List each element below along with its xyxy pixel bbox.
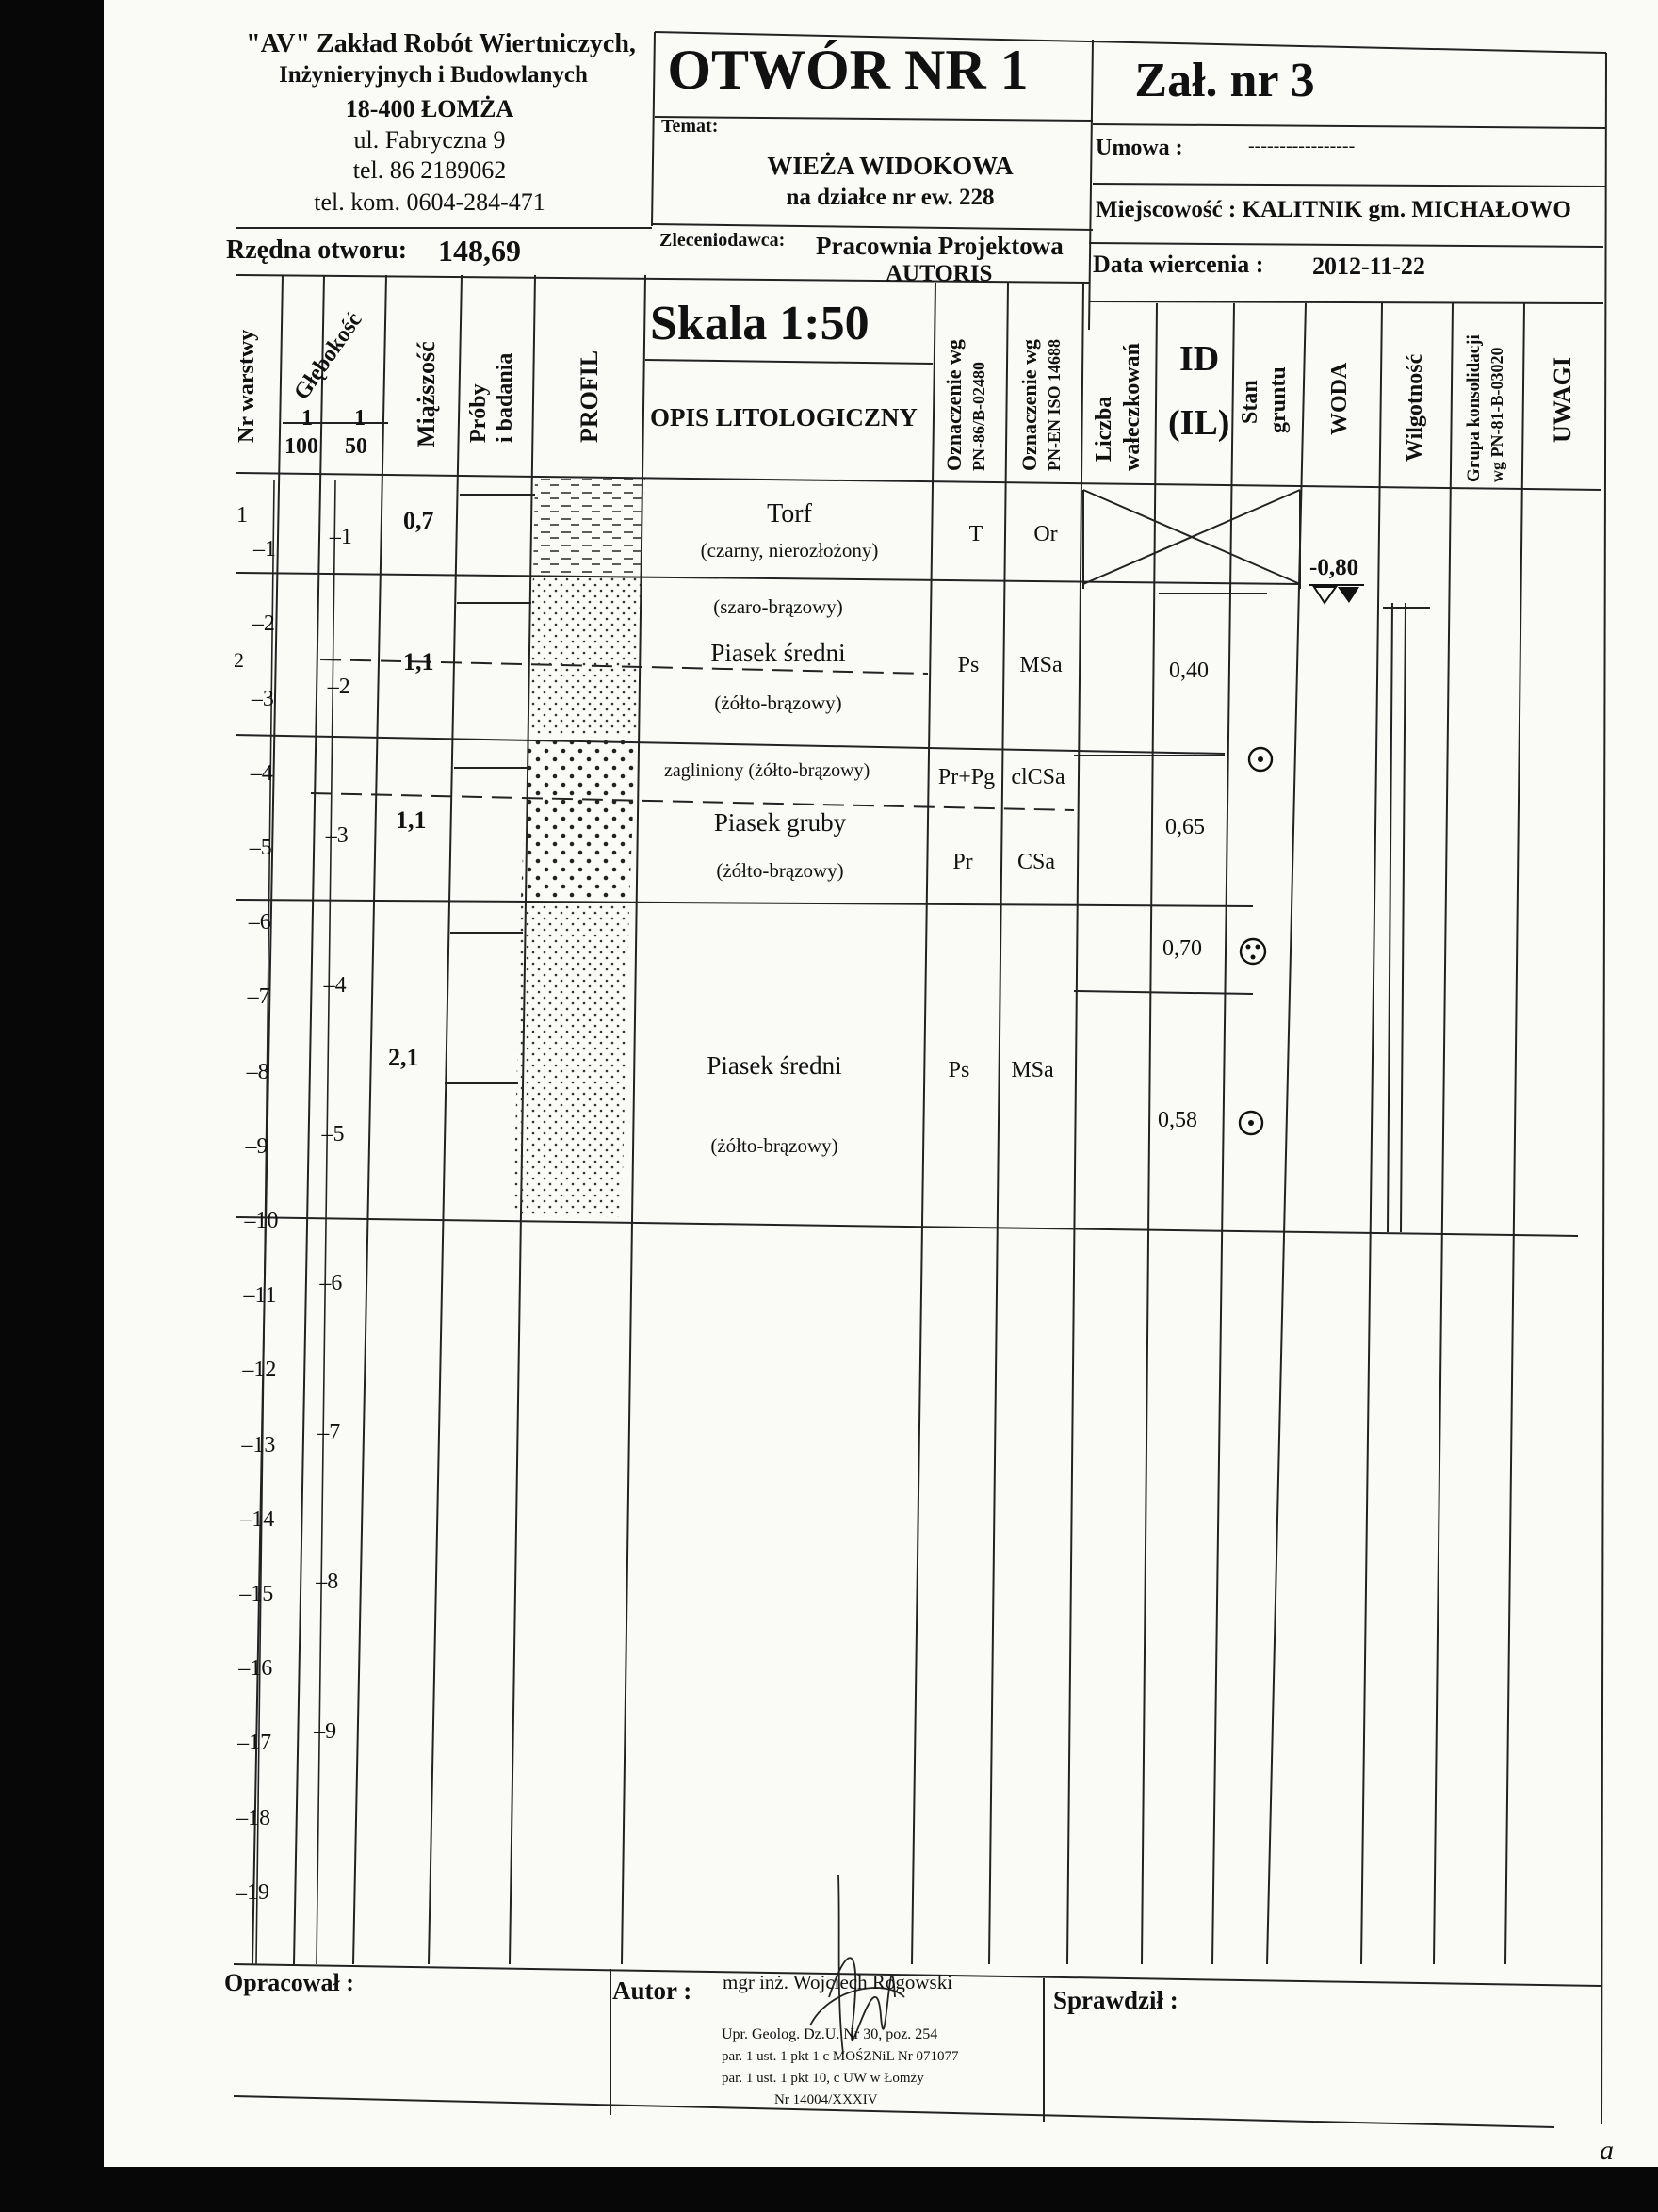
col-glebokosc: Głębokość xyxy=(289,308,367,405)
layer-1-iso: Or xyxy=(1033,522,1058,546)
col-grupa-2: wg PN-81-B-03020 xyxy=(1487,347,1506,482)
col-grupa-1: Grupa konsolidacji xyxy=(1464,334,1484,482)
depth-tick-100: –11 xyxy=(243,1283,277,1309)
col-miazszosc: Miąższość xyxy=(413,341,440,447)
company-name-line1: "AV" Zakład Robót Wiertniczych, xyxy=(246,29,636,58)
layer-1-name: Torf xyxy=(767,499,812,529)
water-level-value: -0,80 xyxy=(1309,555,1359,580)
layer-3-iso: CSa xyxy=(1016,850,1056,874)
layer-3-iso-top: clCSa xyxy=(1011,765,1065,789)
layer-1-nr: 1 xyxy=(236,503,248,528)
depth-tick-100: –17 xyxy=(237,1731,272,1756)
umowa-value: ----------------- xyxy=(1248,136,1356,156)
depth-tick-50: –4 xyxy=(323,972,347,998)
company-name-line2: Inżynieryjnych i Budowlanych xyxy=(279,62,588,88)
scale-100-num: 1 xyxy=(301,406,313,431)
opracowal-label: Opracował : xyxy=(224,1969,354,1996)
autor-name: mgr inż. Wojciech Rogowski xyxy=(723,1971,953,1993)
rzedna-value: 148,69 xyxy=(438,234,521,268)
zleceniodawca-label: Zleceniodawca: xyxy=(659,230,786,251)
umowa-label: Umowa : xyxy=(1096,136,1183,160)
depth-tick-100: –7 xyxy=(247,984,270,1010)
data-label: Data wiercenia : xyxy=(1093,251,1264,278)
sprawdzil-label: Sprawdził : xyxy=(1053,1986,1178,2014)
col-stan-1: Stan xyxy=(1238,380,1262,424)
author-credential-4: Nr 14004/XXXIV xyxy=(774,2092,878,2107)
layer-4-desc: (żółto-brązowy) xyxy=(710,1134,838,1157)
col-ozn-iso-1: Oznaczenie wg xyxy=(1017,339,1041,471)
layer-3-thickness: 1,1 xyxy=(396,806,427,834)
depth-tick-100: –6 xyxy=(248,910,271,935)
scale-50-den: 50 xyxy=(345,434,367,459)
depth-tick-100: –12 xyxy=(242,1358,277,1383)
data-value: 2012-11-22 xyxy=(1312,252,1425,280)
layer-3-pn-top: Pr+Pg xyxy=(937,765,996,789)
depth-tick-50: –8 xyxy=(316,1570,339,1595)
miejscowosc: Miejscowość : KALITNIK gm. MICHAŁOWO xyxy=(1096,197,1571,222)
layer-2-id: 0,40 xyxy=(1169,659,1209,683)
depth-tick-100: –16 xyxy=(238,1656,273,1682)
col-ozn-pn-1: Oznaczenie wg xyxy=(942,339,966,471)
layer-2-desc-top: (szaro-brązowy) xyxy=(713,595,843,618)
col-liczba-1: Liczba xyxy=(1092,396,1116,462)
depth-tick-100: –10 xyxy=(244,1209,279,1233)
depth-tick-100: –15 xyxy=(239,1582,274,1606)
layer-3-pn: Pr xyxy=(952,850,973,874)
zleceniodawca-line2: AUTORIS xyxy=(886,261,993,286)
col-nr-warstwy: Nr warstwy xyxy=(235,329,259,443)
depth-tick-100: –1 xyxy=(252,537,276,562)
col-ozn-pn-2: PN-86/B-02480 xyxy=(969,362,988,471)
col-stan-2: gruntu xyxy=(1266,366,1291,433)
company-phone: tel. 86 2189062 xyxy=(352,156,507,184)
layer-4-id-b: 0,58 xyxy=(1158,1108,1197,1132)
col-uwagi: UWAGI xyxy=(1549,356,1576,443)
company-mobile: tel. kom. 0604-284-471 xyxy=(314,188,545,216)
col-id: ID xyxy=(1179,339,1220,379)
col-proby-1: Próby xyxy=(466,383,491,443)
layer-2-name: Piasek średni xyxy=(710,639,846,667)
layer-2-thickness: 1,1 xyxy=(403,648,434,675)
layer-3-top-desc: zagliniony (żółto-brązowy) xyxy=(664,760,870,781)
col-opis: OPIS LITOLOGICZNY xyxy=(650,403,918,431)
col-proby-2: i badania xyxy=(493,352,517,443)
depth-tick-100: –5 xyxy=(249,836,272,860)
depth-tick-50: –5 xyxy=(321,1122,345,1147)
author-credential-3: par. 1 ust. 1 pkt 10, c UW w Łomży xyxy=(722,2071,924,2086)
layer-1-desc: (czarny, nierozłożony) xyxy=(700,539,879,561)
layer-4-pn: Ps xyxy=(948,1058,970,1082)
temat-title: WIEŻA WIDOKOWA xyxy=(767,152,1014,180)
depth-tick-100: –8 xyxy=(246,1059,269,1084)
depth-tick-100: –9 xyxy=(245,1133,268,1159)
layer-1-pn: T xyxy=(968,522,983,546)
zleceniodawca-line1: Pracownia Projektowa xyxy=(816,232,1064,260)
scale-100-den: 100 xyxy=(284,434,318,459)
depth-tick-100: –19 xyxy=(236,1879,270,1905)
company-city: 18-400 ŁOMŻA xyxy=(345,95,514,122)
author-credential-1: Upr. Geolog. Dz.U. Nr 30, poz. 254 xyxy=(722,2026,938,2042)
layer-2-nr: 2 xyxy=(234,648,244,672)
depth-tick-50: –1 xyxy=(329,525,352,550)
col-profil: PROFIL xyxy=(576,350,603,443)
temat-label: Temat: xyxy=(661,116,719,137)
company-street: ul. Fabryczna 9 xyxy=(353,126,506,154)
depth-tick-50: –6 xyxy=(319,1271,343,1296)
layer-2-iso: MSa xyxy=(1019,653,1063,677)
layer-4-name: Piasek średni xyxy=(707,1051,842,1080)
depth-tick-50: –2 xyxy=(327,674,350,699)
autor-label: Autor : xyxy=(612,1976,692,2005)
depth-tick-100: –4 xyxy=(250,760,273,786)
attachment-number: Zał. nr 3 xyxy=(1134,54,1315,107)
layer-4-thickness: 2,1 xyxy=(388,1044,419,1071)
layer-3-name: Piasek gruby xyxy=(713,808,847,837)
layer-2-pn: Ps xyxy=(957,653,980,677)
temat-plot: na działce nr ew. 228 xyxy=(786,185,995,210)
layer-2-desc: (żółto-brązowy) xyxy=(714,691,842,714)
layer-1-thickness: 0,7 xyxy=(403,507,434,534)
depth-tick-50: –3 xyxy=(325,823,349,849)
col-ozn-iso-2: PN-EN ISO 14688 xyxy=(1045,338,1064,471)
layer-4-id-a: 0,70 xyxy=(1162,936,1202,961)
depth-tick-50: –9 xyxy=(314,1718,337,1744)
depth-tick-100: –3 xyxy=(251,686,274,711)
scale-label: Skala 1:50 xyxy=(650,297,870,350)
depth-tick-100: –14 xyxy=(240,1506,275,1532)
col-wilgotnosc: Wilgotność xyxy=(1403,353,1427,462)
col-liczba-2: wałeczkowań xyxy=(1120,343,1145,471)
water-level-marker xyxy=(1309,585,1364,603)
col-il: (IL) xyxy=(1168,403,1230,443)
depth-tick-50: –7 xyxy=(317,1420,341,1445)
author-credential-2: par. 1 ust. 1 pkt 1 c MOŚZNiL Nr 071077 xyxy=(722,2049,959,2064)
layer-3-id: 0,65 xyxy=(1165,815,1205,839)
depth-tick-100: –13 xyxy=(241,1432,276,1457)
scale-50-num: 1 xyxy=(354,406,366,431)
layer-3-desc: (żółto-brązowy) xyxy=(716,859,844,882)
depth-tick-100: –18 xyxy=(236,1805,271,1830)
page-title: OTWÓR NR 1 xyxy=(667,39,1029,101)
depth-tick-100: –2 xyxy=(252,611,275,637)
rzedna-label: Rzędna otworu: xyxy=(226,236,408,265)
corner-mark: a xyxy=(1600,2135,1614,2166)
col-woda: WODA xyxy=(1327,362,1352,435)
layer-4-iso: MSa xyxy=(1011,1058,1054,1082)
